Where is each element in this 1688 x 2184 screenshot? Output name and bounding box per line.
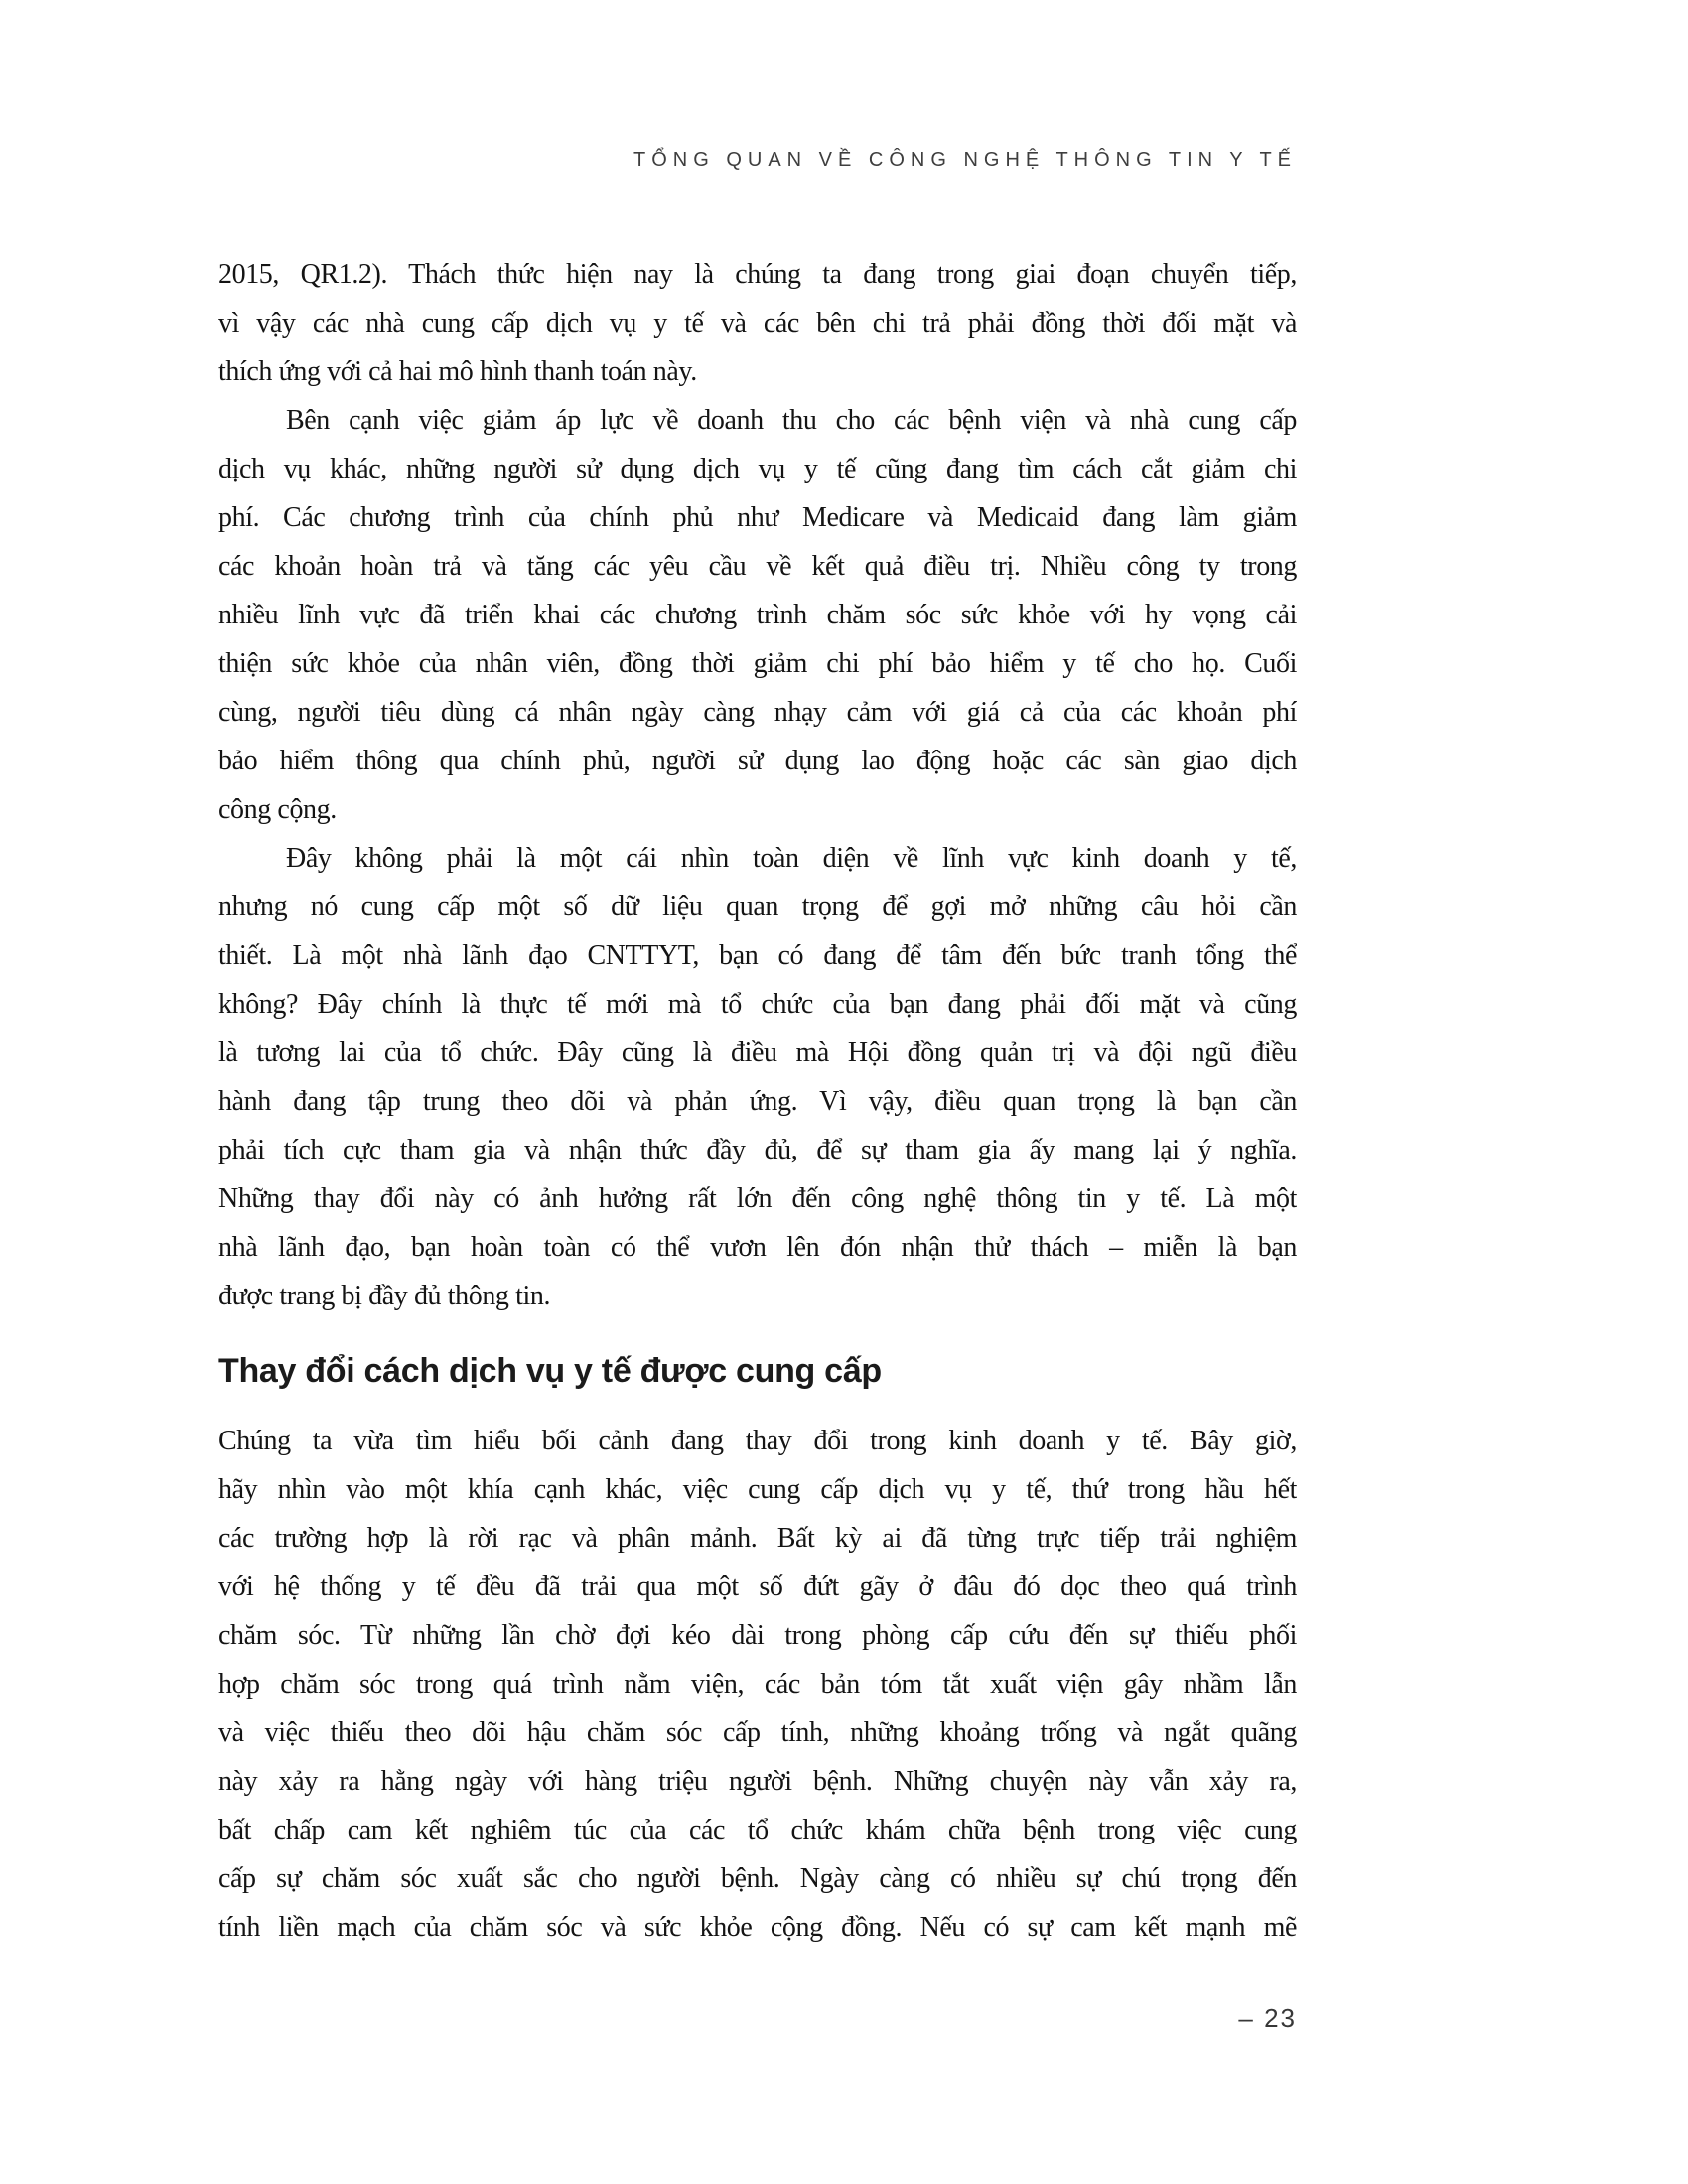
text-line: phải tích cực tham gia và nhận thức đầy đủ, để sự tham gia ấy mang lại ý nghĩa. (218, 1135, 1297, 1165)
text-line: hành đang tập trung theo dõi và phản ứng. Vì vậy, điều quan trọng là bạn cần (218, 1086, 1297, 1117)
text-line: không? Đây chính là thực tế mới mà tổ chức của bạn đang phải đối mặt và cũng (218, 989, 1297, 1020)
paragraph-4 (218, 1417, 1297, 1952)
text-line: thiết. Là một nhà lãnh đạo CNTTYT, bạn có đang để tâm đến bức tranh tổng thể (218, 940, 1297, 971)
text-line: vì vậy các nhà cung cấp dịch vụ y tế và các bên chi trả phải đồng thời đối mặt và (218, 308, 1297, 339)
text-line: tính liền mạch của chăm sóc và sức khỏe cộng đồng. Nếu có sự cam kết mạnh mẽ (218, 1912, 1297, 1943)
section-heading: Thay đổi cách dịch vụ y tế được cung cấp (218, 1352, 882, 1390)
text-line: hợp chăm sóc trong quá trình nằm viện, các bản tóm tắt xuất viện gây nhầm lẫn (218, 1669, 1297, 1700)
text-line: bảo hiểm thông qua chính phủ, người sử dụng lao động hoặc các sàn giao dịch (218, 746, 1297, 776)
text-line: và việc thiếu theo dõi hậu chăm sóc cấp tính, những khoảng trống và ngắt quãng (218, 1717, 1297, 1748)
text-line: Chúng ta vừa tìm hiểu bối cảnh đang thay đổi trong kinh doanh y tế. Bây giờ, (218, 1426, 1297, 1456)
paragraph-2 (218, 396, 1297, 834)
text-line: công cộng. (218, 794, 337, 825)
text-line: này xảy ra hằng ngày với hàng triệu người bệnh. Những chuyện này vẫn xảy ra, (218, 1766, 1297, 1797)
paragraph-1 (218, 250, 1297, 396)
text-line: 2015, QR1.2). Thách thức hiện nay là chúng ta đang trong giai đoạn chuyển tiếp, (218, 259, 1297, 290)
text-line: dịch vụ khác, những người sử dụng dịch vụ y tế cũng đang tìm cách cắt giảm chi (218, 454, 1297, 484)
text-line: là tương lai của tổ chức. Đây cũng là điều mà Hội đồng quản trị và đội ngũ điều (218, 1037, 1297, 1068)
running-header: TỔNG QUAN VỀ CÔNG NGHỆ THÔNG TIN Y TẾ (633, 149, 1297, 171)
page-body (218, 250, 1297, 1952)
text-line: hãy nhìn vào một khía cạnh khác, việc cung cấp dịch vụ y tế, thứ trong hầu hết (218, 1474, 1297, 1505)
text-line: phí. Các chương trình của chính phủ như Medicare và Medicaid đang làm giảm (218, 502, 1297, 533)
text-line: Những thay đổi này có ảnh hưởng rất lớn đến công nghệ thông tin y tế. Là một (218, 1183, 1297, 1214)
text-line: với hệ thống y tế đều đã trải qua một số đứt gãy ở đâu đó dọc theo quá trình (218, 1571, 1297, 1602)
text-line: bất chấp cam kết nghiêm túc của các tổ chức khám chữa bệnh trong việc cung (218, 1815, 1297, 1845)
text-line: Bên cạnh việc giảm áp lực về doanh thu cho các bệnh viện và nhà cung cấp (286, 405, 1297, 436)
paragraph-3 (218, 834, 1297, 1320)
text-line: thiện sức khỏe của nhân viên, đồng thời giảm chi phí bảo hiểm y tế cho họ. Cuối (218, 648, 1297, 679)
page-number: – 23 (1238, 2003, 1297, 2033)
text-line: cấp sự chăm sóc xuất sắc cho người bệnh. Ngày càng có nhiều sự chú trọng đến (218, 1863, 1297, 1894)
text-line: thích ứng với cả hai mô hình thanh toán này. (218, 356, 697, 387)
text-line: nhưng nó cung cấp một số dữ liệu quan trọng để gợi mở những câu hỏi cần (218, 891, 1297, 922)
text-line: các khoản hoàn trả và tăng các yêu cầu về kết quả điều trị. Nhiều công ty trong (218, 551, 1297, 582)
text-line: nhiều lĩnh vực đã triển khai các chương trình chăm sóc sức khỏe với hy vọng cải (218, 600, 1297, 630)
text-line: chăm sóc. Từ những lần chờ đợi kéo dài trong phòng cấp cứu đến sự thiếu phối (218, 1620, 1297, 1651)
text-line: các trường hợp là rời rạc và phân mảnh. Bất kỳ ai đã từng trực tiếp trải nghiệm (218, 1523, 1297, 1554)
text-line: nhà lãnh đạo, bạn hoàn toàn có thể vươn lên đón nhận thử thách – miễn là bạn (218, 1232, 1297, 1263)
text-line: cùng, người tiêu dùng cá nhân ngày càng nhạy cảm với giá cả của các khoản phí (218, 697, 1297, 728)
text-line: Đây không phải là một cái nhìn toàn diện về lĩnh vực kinh doanh y tế, (286, 843, 1297, 874)
text-line: được trang bị đầy đủ thông tin. (218, 1281, 551, 1311)
